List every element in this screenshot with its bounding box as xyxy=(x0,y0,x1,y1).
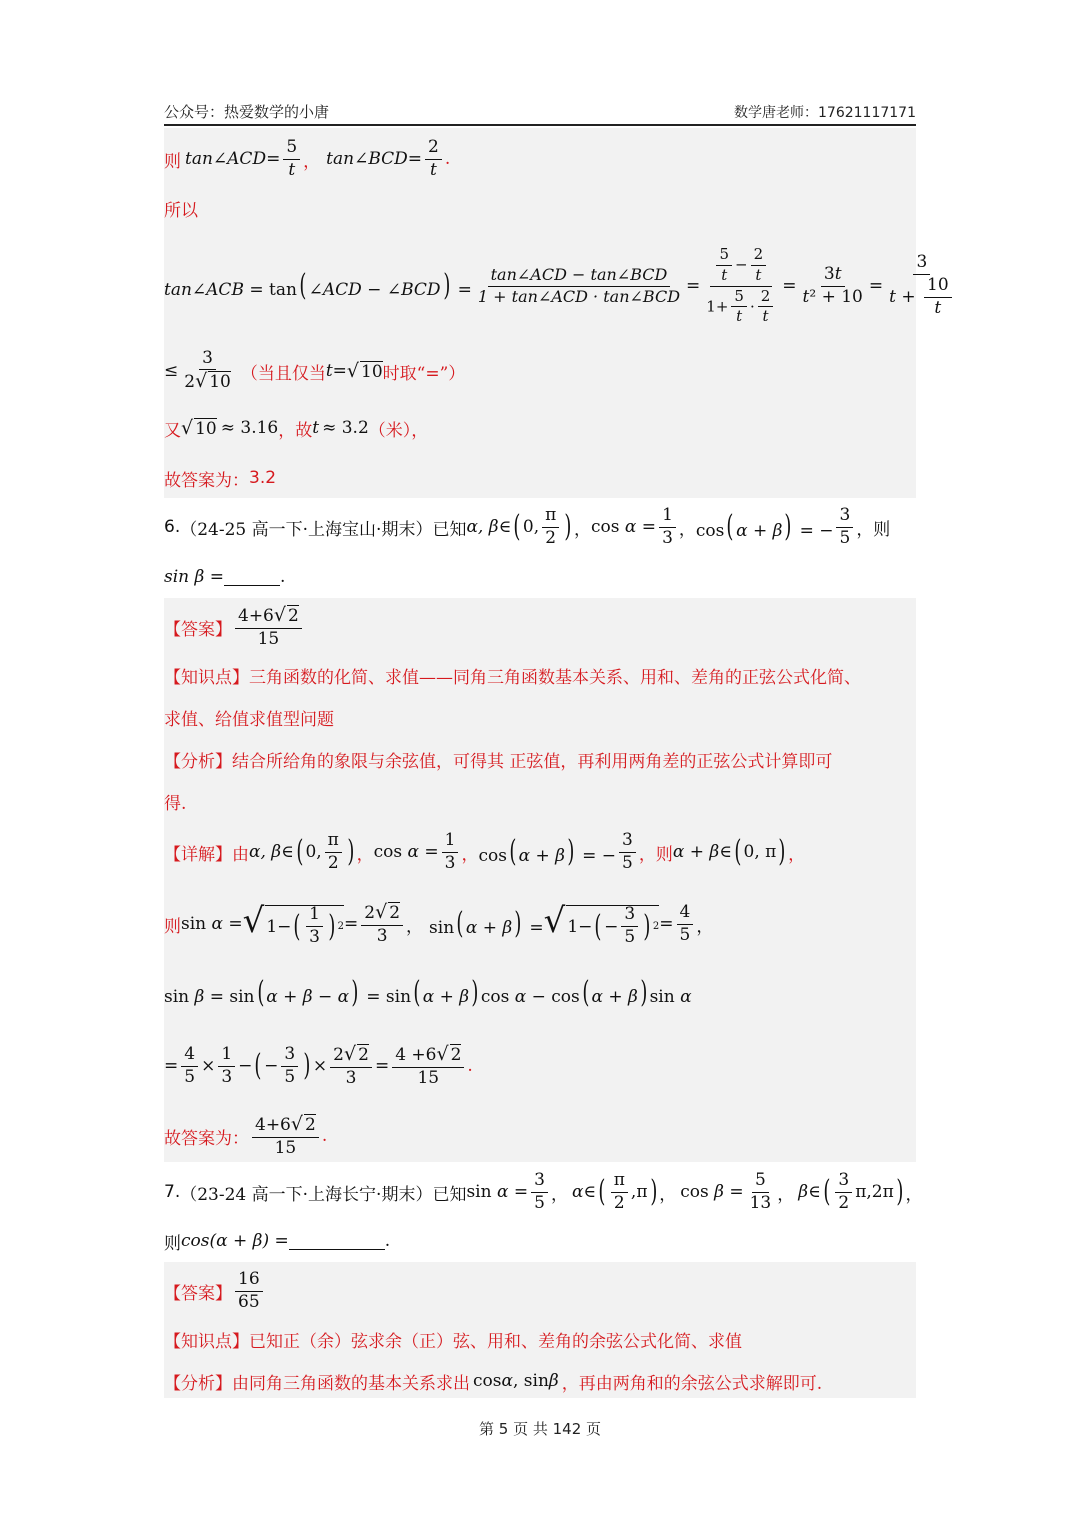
q6-expansion: sin β = sin( α + β − α) = sin( α + β) cos α − cos( α + β) sin α xyxy=(164,975,692,1010)
answer-blank xyxy=(224,569,280,586)
q6-analysis: 【分析】 结合所给角的象限与余弦值，可得其 正弦值，再利用两角差的正弦公式计算即可 xyxy=(164,751,833,772)
line-tan-values: 则 tan∠ACD = $\frac{5}{t}$ ， tan∠BCD = $\frac{2}{t}$ . xyxy=(164,136,451,180)
q7-analysis: 【分析】 由同角三角函数的基本关系求出 cosα, sinβ ，再由两角和的余弦公式求解即可. xyxy=(164,1371,823,1394)
question-7: 7. （23-24 高一下·上海长宁·期末）已知 sin α = $\frac{3}{5}$ ， α ∈ ( $\frac{\pi}{2}$ ,π ) ， cos β = $\frac{5}{13}$ ， β ∈ ( $\frac{3}{2}$ π,2π ) ， xyxy=(164,1169,923,1213)
q7-knowledge-point: 【知识点】 已知正（余）弦求余（正）弦、用和、差角的余弦公式化简、求值 xyxy=(164,1331,742,1352)
line-inequality: ≤ $\frac{3}{2√ 10}$ （当且仅当 t = √ 10 时取“=”） xyxy=(164,347,466,393)
line-prev-answer: 故答案为： 3.2 xyxy=(164,468,277,491)
header-left: 公众号：热爱数学的小唐 xyxy=(164,103,330,121)
q7-answer: 【答案】 $\frac{16}{65}$ xyxy=(164,1268,266,1314)
line-so: 所以 xyxy=(164,200,198,221)
q6-answer: 【答案】 $\frac{4+6√ 2}{15}$ xyxy=(164,604,305,650)
total-pages: 142 xyxy=(552,1420,582,1438)
q6-computation: = $\frac{4}{5}$ × $\frac{1}{3}$ − ( − $\frac{3}{5}$ ) × $\frac{2√ 2}{3}$ = $\frac{4 +6√ 2}{15}$ . xyxy=(164,1042,473,1088)
page-number: 5 xyxy=(498,1420,509,1438)
page-footer: 第 5 页 共 142 页 xyxy=(478,1420,602,1438)
fraction: $\frac{5}{t}$ xyxy=(283,139,300,180)
question-6: 6. （24-25 高一下·上海宝山·期末）已知 α, β ∈ ( 0, $\frac{\pi}{2}$ ) ， cos α = $\frac{1}{3}$ ， cos( α + β) = − $\frac{3}{5}$ ，则 xyxy=(164,504,891,548)
question-6-ask: sin β = . xyxy=(164,567,286,587)
question-7-ask: 则 cos(α + β) = . xyxy=(164,1231,391,1254)
q6-knowledge-point: 【知识点】 三角函数的化简、求值——同角三角函数基本关系、用和、差角的正弦公式化简、 xyxy=(164,667,861,688)
header-right: 数学唐老师：17621117171 xyxy=(734,105,916,121)
line-tan-acb-formula: tan∠ACB = tan( ∠ACD − ∠BCD) = $\frac{\text{tan∠ACD − tan∠BCD}}{\text{1 + tan∠ACD · tan∠BCD}}$ = $\frac{5}{t}$ − $\frac{2}{t}$ 1+ $\frac{5}{t}$ · $\frac{2}{t}$ = $\frac{3t}{\text{t² + 10}}$ = 3 t + $\frac{10}{t}$ xyxy=(164,238,961,334)
answer-blank xyxy=(289,1233,385,1250)
q6-detail: 【详解】 由 α, β ∈ ( 0, $\frac{\pi}{2}$ ) ， cos α = $\frac{1}{3}$ ， cos( α + β) = − $\frac{3}{5}$ ，则 α + β ∈ ( 0, π ) ， xyxy=(164,829,806,873)
q6-sin-values: 则 sin α = √ 1− ( $\frac{1}{3}$ ) 2 = $\frac{2√ 2}{3}$ ， sin( α + β) = √ 1− ( − $\frac{3}{5}$ ) 2 = $\frac{4}{5}$ ， xyxy=(164,900,714,948)
line-approx: 又 √ 10 ≈ 3.16 ，故 t ≈ 3.2 （米）， xyxy=(164,417,429,441)
page-header xyxy=(164,98,916,126)
q6-final-answer: 故答案为： $\frac{4+6√ 2}{15}$ . xyxy=(164,1112,328,1158)
document-page: 公众号：热爱数学的小唐 数学唐老师：17621117171 则 tan∠ACD = $\frac{5}{t}$ ， tan∠BCD = $\frac{2}{t}$ . 所以 tan∠ACB = tan( ∠ACD − ∠BCD) = $\frac{\text{tan∠ACD − tan∠BCD}}{\text{1 + tan∠ACD · tan∠BCD}}$ = $\frac{5}{t}$ − $\frac{2}{t}$ 1+ $\frac{5}{t}$ · $\frac{2}{t}$ = $\frac{3t}{\text{t² + 10}}$ = 3 t + $\frac{10}{t}$ ≤ $\frac{3}{2√ 10}$ （当且仅当 t = √ 10 时取“=”） 又 √ 10 ≈ 3.16 ，故 t ≈ 3.2 （米）， 故答案为： 3.2 6. （24-25 高一下·上海宝山·期末）已知 α, β ∈ ( 0, $\frac{\pi}{2}$ ) ， cos α = $\frac{1}{3}$ ， cos( α + β) = − $\frac{3}{5}$ ，则 sin β = . 【答案】 $\frac{4+6√ 2}{15}$ 【知识点】 三角函数的化简、求值——同角三角函数基本关系、用和、差角的正弦公式化简、 求值、给值求值型问题 【分析】 结合所给角的象限与余弦值，可得其 正弦值，再利用两角差的正弦公式计算即可 得. 【详解】 由 α, β ∈ ( 0, $\frac{\pi}{2}$ ) ， cos α = $\frac{1}{3}$ ， cos( α + β) = − $\frac{3}{5}$ ，则 α + β ∈ ( 0, π ) ， 则 sin α = √ 1− ( $\frac{1}{3}$ ) 2 = $\frac{2√ 2}{3}$ ， sin( α + β) = √ 1− ( − $\frac{3}{5}$ ) 2 = $\frac{4}{5}$ ， sin β = sin( α + β − α) = sin( α + β) cos α − cos( α + β) sin α = $\frac{4}{5}$ × $\frac{1}{3}$ − ( − $\frac{3}{5}$ ) × $\frac{2√ 2}{3}$ = $\frac{4 +6√ 2}{15}$ . 故答案为： $\frac{4+6√ 2}{15}$ . 7. （23-24 高一下·上海长宁·期末）已知 sin α = $\frac{3}{5}$ ， α ∈ ( $\frac{\pi}{2}$ ,π ) ， cos β = $\frac{5}{13}$ ， β ∈ ( $\frac{3}{2}$ π,2π ) ， 则 cos(α + β) = . 【答案】 $\frac{16}{65}$ 【知识点】 已知正（余）弦求余（正）弦、用和、差角的余弦公式化简、求值 【分析】 由同角三角函数的基本关系求出 cosα, sinβ ，再由两角和的余弦公式求解即可. 第 5 页 共 142 页 xyxy=(164,0,916,1527)
fraction: $\frac{2}{t}$ xyxy=(425,139,442,180)
